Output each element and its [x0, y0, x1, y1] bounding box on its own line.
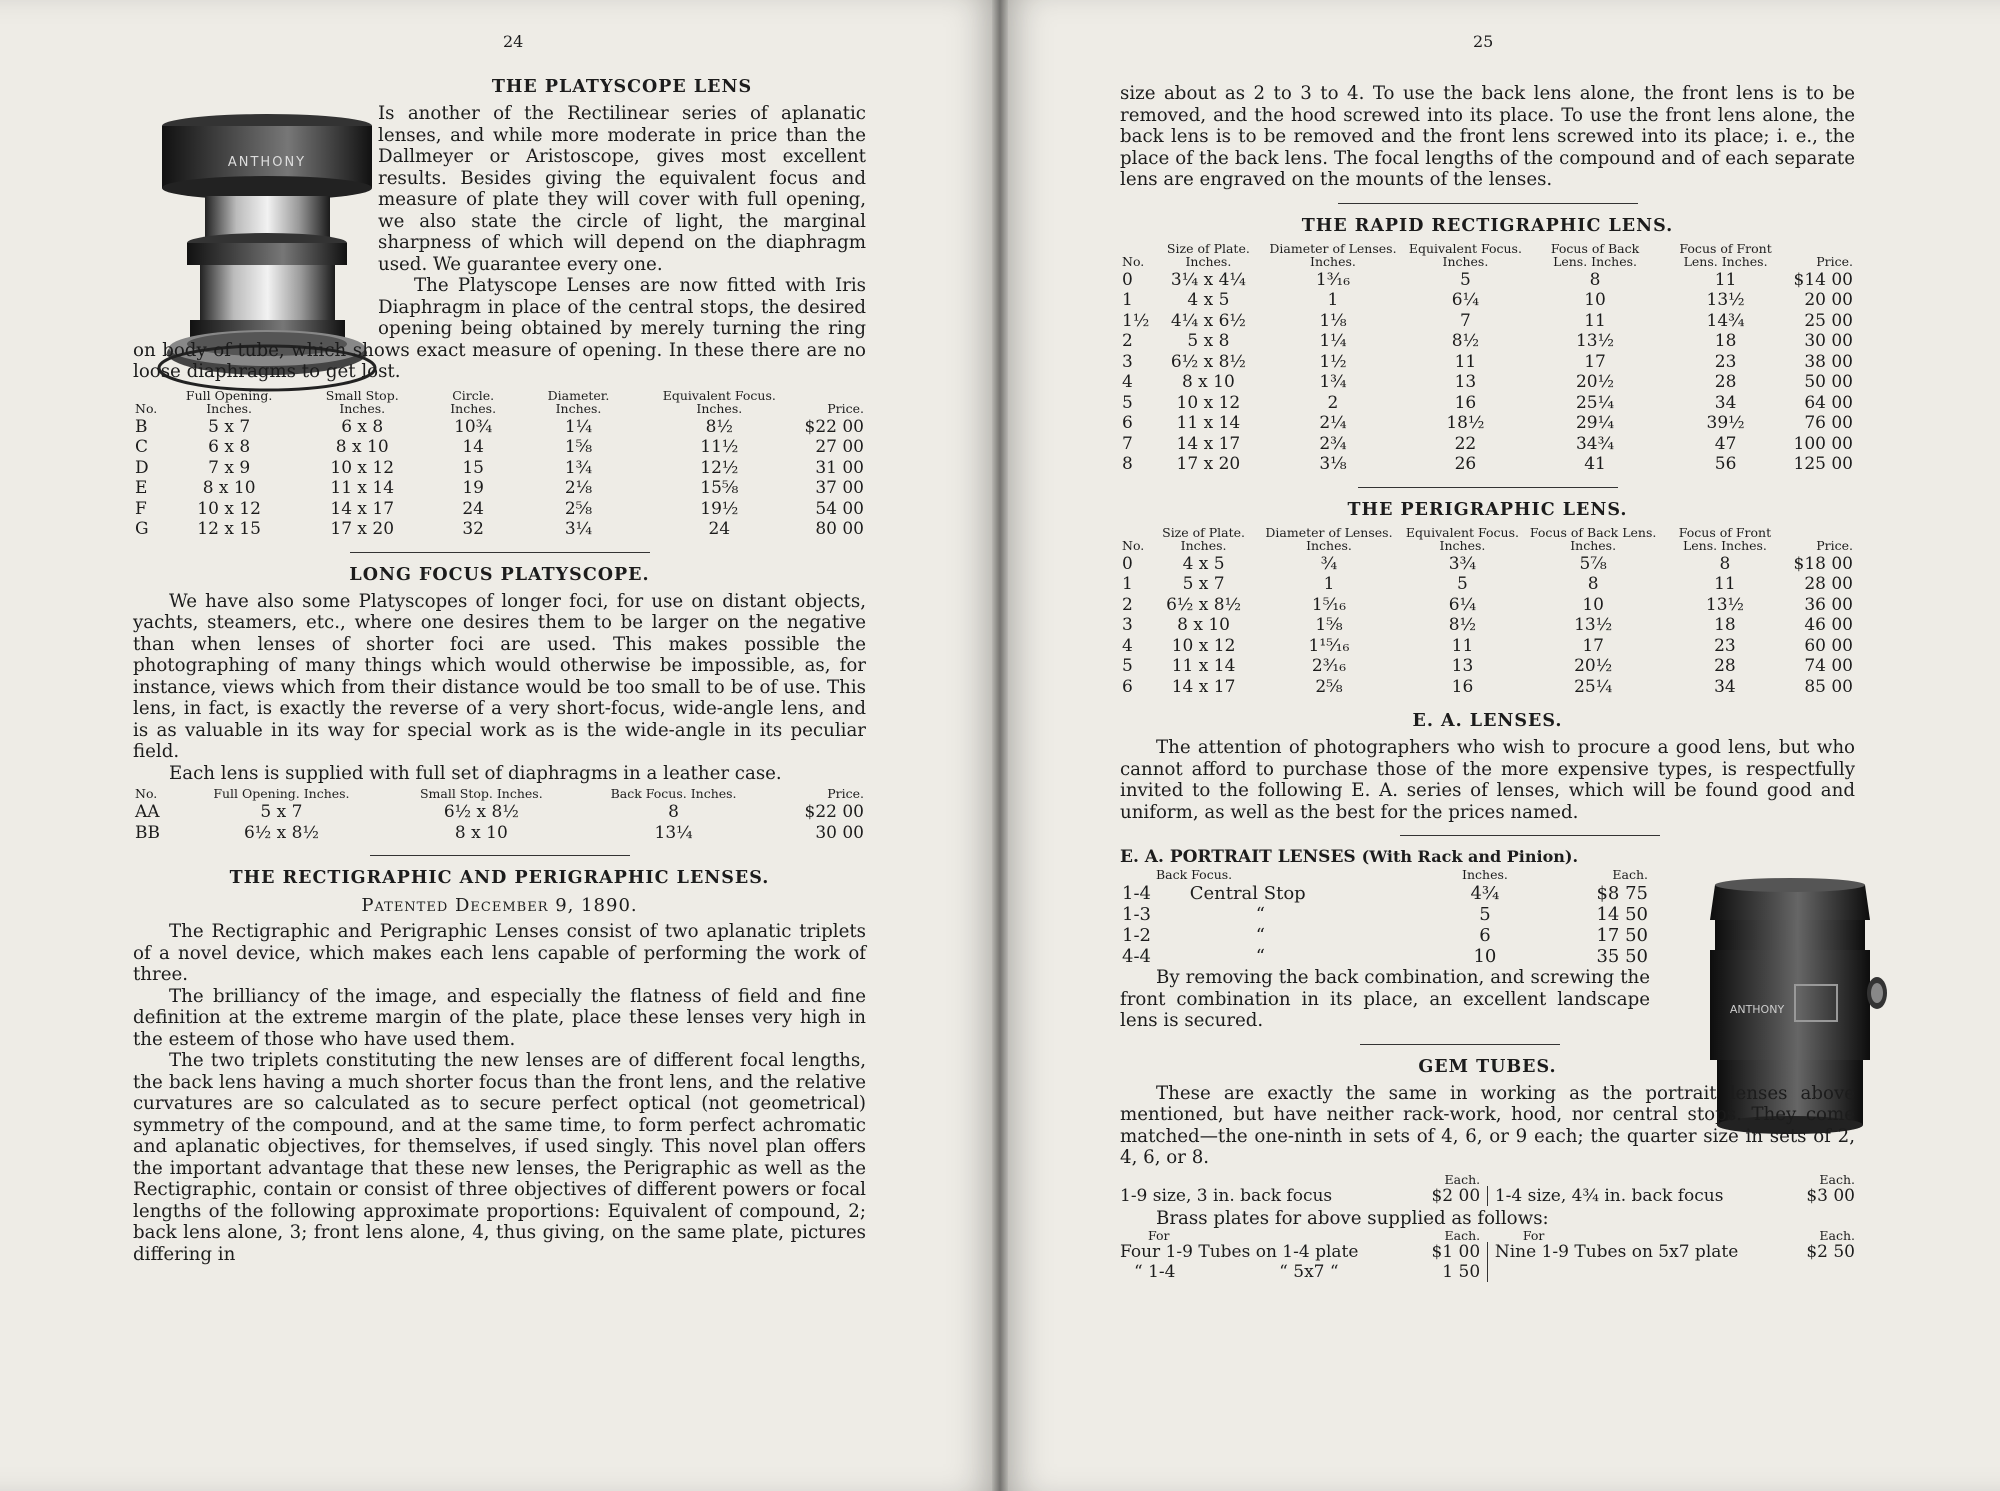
table-header-row: No. Size of Plate. Inches. Diameter of Lenses. Inches. Equivalent Focus. Inches. Focus of Back Lens. Inches. Focus of Front Lens. Inches. Price.	[1122, 240, 1853, 269]
long-focus-para-1: We have also some Platyscopes of longer foci, for use on distant objects, yachts, steamers, etc., where one desires them to be larger on the negative than when lenses of shorter foci are used. This makes possible the photographing of many things which would otherwise be impossible, as, for instance, views which from their distance would be too small to be of use. This lens, in fact, is exactly the reverse of a very short-focus, wide-angle lens, and is as valuable in its way for special work as is the wide-angle in its peculiar field.	[133, 590, 866, 762]
table-row: 2 6½ x 8½ 1⁵⁄₁₆ 6¼ 10 13½ 36 00	[1122, 594, 1853, 615]
table-header-row: No. Size of Plate. Inches. Diameter of Lenses. Inches. Equivalent Focus. Inches. Focus of Back Lens. Inches. Focus of Front Lens. Inches. Price.	[1122, 524, 1853, 553]
table-row: 0 3¼ x 4¼ 1³⁄₁₆ 5 8 11 $14 00	[1122, 269, 1853, 290]
table-row: 1 5 x 7 1 5 8 11 28 00	[1122, 574, 1853, 594]
table-row: 0 4 x 5 ¾ 3¾ 5⅞ 8 $18 00	[1122, 553, 1853, 574]
table-row: 1-3 “ 5 14 50	[1122, 904, 1648, 925]
table-header-row: No. Full Opening. Inches. Small Stop. Inches. Circle. Inches. Diameter. Inches. Equivalent Focus. Inches. Price.	[135, 387, 864, 416]
table-row: 4 10 x 12 1¹⁵⁄₁₆ 11 17 23 60 00	[1122, 635, 1853, 656]
ea-portrait-subtitle: (With Rack and Pinion).	[1361, 847, 1579, 866]
table-row: B 5 x 7 6 x 8 10¾ 1¼ 8½ $22 00	[135, 416, 864, 437]
gem-tubes-title: GEM TUBES.	[1418, 1056, 1557, 1077]
long-focus-title: LONG FOCUS PLATYSCOPE.	[349, 564, 650, 585]
table-row: BB 6½ x 8½ 8 x 10 13¼ 30 00	[135, 822, 864, 843]
platyscope-para-1: Is another of the Rectilinear series of aplanatic lenses, and while more moderate in price than the Dallmeyer or Aristoscope, gives most excellent results. Besides giving the equivalent focus and measure of plate they will cover with full opening, we also state the circle of light, the marginal sharpness of which will depend on the diaphragm used. We guarantee every one.	[378, 103, 866, 275]
ea-lenses-title: E. A. LENSES.	[1412, 711, 1563, 731]
book-gutter	[992, 0, 1008, 1491]
divider	[370, 855, 630, 856]
table-row: 4 8 x 10 1¾ 13 20½ 28 50 00	[1122, 372, 1853, 392]
table-row: 4-4 “ 10 35 50	[1122, 946, 1648, 967]
table-row: G 12 x 15 17 x 20 32 3¼ 24 80 00	[135, 519, 864, 539]
divider	[350, 552, 650, 553]
left-content	[133, 75, 866, 1265]
long-focus-para-2: Each lens is supplied with full set of diaphragms in a leather case.	[169, 762, 782, 784]
divider	[1360, 1044, 1560, 1045]
perigraphic-table	[1120, 526, 1855, 698]
page-number-right: 25	[1473, 32, 1494, 51]
table-row: 3 8 x 10 1⅝ 8½ 13½ 18 46 00	[1122, 615, 1853, 635]
table-row: 3 6½ x 8½ 1½ 11 17 23 38 00	[1122, 351, 1853, 372]
rectigraphic-para-3: The two triplets constituting the new lenses are of different focal lengths, the back lens having a much shorter focus than the front lens, and the relative curvatures are so calculated as to secure perfect optical (not geometrical) symmetry of the compound, and at the same time, to form perfect achromatic and aplanatic objectives, for themselves, if used singly. This novel plan offers the important advantage that these new lenses, the Perigraphic as well as the Rectigraphic, contain or consist of three objectives of different powers or focal lengths of the following approximate proportions: Equivalent of compound, 2; back lens alone, 3; front lens alone, 4, thus giving, on the same plate, pictures differing in	[133, 1050, 866, 1265]
ea-portrait-section	[1120, 846, 1650, 1032]
continued-text: size about as 2 to 3 to 4. To use the back lens alone, the front lens is to be removed, and the hood screwed into its place. To use the front lens alone, the back lens is to be removed and the front lens screwed into its place; i. e., the place of the back lens. The focal lengths of the compound and of each separate lens are engraved on the mounts of the lenses.	[1120, 83, 1855, 190]
ea-portrait-para: By removing the back combination, and screwing the front combination in its place, an excellent landscape lens is secured.	[1120, 967, 1650, 1031]
patent-line: Patented December 9, 1890.	[361, 895, 638, 916]
ea-lenses-para: The attention of photographers who wish to procure a good lens, but who cannot afford to purchase those of the more expensive types, is respectfully invited to the following E. A. series of lenses, which will be found good and uniform, as well as the best for the prices named.	[1120, 737, 1855, 823]
right-page	[1000, 0, 2000, 1491]
right-content: size about as 2 to 3 to 4. To use the back lens alone, the front lens is to be removed, and the hood screwed into its place. To use the front lens alone, the back lens is to be removed and the front lens screwed into its place; i. e., the place of the back lens. The focal lengths of the compound and of each separate lens are engraved on the mounts of the lenses. THE RAPID RECTIGRAPHIC LENS. No. Size of Plate. Inches. Diameter of Lenses. Inches. Equivalent Focus. Inches. Focus of Back Lens. Inches. Focus of Front Lens. Inches. Price. 0 3¼ x 4¼ 1³⁄₁₆ 5 8 11 $14 00 1 4 x 5 1 6¼ 10 13½ 20 00 1½ 4¼ x 6½ 1⅛ 7 11 14¾ 25 00 2 5 x 8 1¼ 8½ 13½ 18 30 00 3 6½ x 8½ 1½ 11 17 23 38 00 4 8 x 10 1¾ 13 20½ 28 50 00 5 10 x 12 2 16 25¼ 34 64 00 6 11 x 14 2¼ 18½ 29¼ 39½ 76 00 7 14 x 17 2¾ 22 34¾ 47 100 00 8 17 x 20 3⅛ 26 41 56 125 00 THE PERIGRAPHIC LENS. No. Size of Plate. Inches. Diameter of Lenses. Inches. Equivalent Focus. Inches. Focus of Back Lens. Inches. Focus of Front Lens. Inches. Price. 0 4 x 5 ¾ 3¾ 5⅞ 8 $18 00 1 5 x 7 1 5 8 11 28 00 2 6½ x 8½ 1⁵⁄₁₆ 6¼ 10 13½ 36 00 3 8 x 10 1⅝ 8½ 13½ 18 46 00 4 10 x 12 1¹⁵⁄₁₆ 11 17 23 60 00 5 11 x 14 2³⁄₁₆ 13 20½ 28 74 00 6 14 x 17 2⅝ 16 25¼ 34 85 00 E. A. LENSES. The attention of photographers who wish to procure a good lens, but who cannot afford to purchase those of the more expensive types, is respectfully invited to the following E. A. series of lenses, which will be found good and uniform, as well as the best for the prices named. E. A. PORTRAIT LENSES (With Rack and Pinion). Back Focus. Inches. Each. 1-4 Central Stop 4¾ $8 75 1-3 “ 5 14 50 1-2 “ 6 17 50 4-4 “ 10 35 50 By removing the back combination, and screwing the front combination in its place, an excellent landscape lens is secured. GEM TUBES. These are exactly the same in working as the portrait lenses above mentioned, but have neither rack-work, hood, nor central stops. They come matched—the one-ninth in sets of 4, 6, or 9 each; the quarter size in sets of 2, 4, 6, or 8. Each. Each. 1-9 size, 3 in. back focus $2 00 1-4 size, 4¾ in. back focus $3 00 Brass plates for above supplied as follows: For Each. For Each. Four 1-9 Tubes on 1-4 plate $1 00 “ 1-4 “ 5x7 “ 1 50 Nine 1-9 Tubes on 5x7 plate $2 50	[1120, 83, 1855, 1282]
table-row: AA 5 x 7 6½ x 8½ 8 $22 00	[135, 802, 864, 822]
rapid-rectigraphic-table	[1120, 242, 1855, 475]
table-row: C 6 x 8 8 x 10 14 1⅝ 11½ 27 00	[135, 437, 864, 457]
divider	[1338, 203, 1638, 204]
long-focus-table	[133, 787, 866, 843]
table-row: 1 4 x 5 1 6¼ 10 13½ 20 00	[1122, 290, 1853, 310]
divider	[1358, 487, 1618, 488]
table-row: D 7 x 9 10 x 12 15 1¾ 12½ 31 00	[135, 457, 864, 478]
table-row: 1-4 Central Stop 4¾ $8 75	[1122, 883, 1648, 904]
rapid-rectigraphic-title: THE RAPID RECTIGRAPHIC LENS.	[1301, 215, 1674, 236]
table-row: 5 11 x 14 2³⁄₁₆ 13 20½ 28 74 00	[1122, 656, 1853, 676]
table-row: 1-2 “ 6 17 50	[1122, 925, 1648, 946]
ea-portrait-title: E. A. PORTRAIT LENSES	[1120, 847, 1356, 867]
table-row: 2 5 x 8 1¼ 8½ 13½ 18 30 00	[1122, 331, 1853, 351]
svg-text:ANTHONY: ANTHONY	[227, 155, 307, 170]
table-header-row: Back Focus. Inches. Each.	[1156, 867, 1648, 882]
table-row: 6 11 x 14 2¼ 18½ 29¼ 39½ 76 00	[1122, 413, 1853, 433]
page-number-left: 24	[503, 32, 524, 51]
divider	[1400, 835, 1660, 836]
platyscope-para-2: The Platyscope Lenses are now fitted with Iris Diaphragm in place of the central stops, the desired opening being obtained by merely turning the ring on body of tube, which shows exact measure of opening. In these there are no loose diaphragms to get lost.	[133, 275, 866, 382]
perigraphic-title: THE PERIGRAPHIC LENS.	[1347, 499, 1628, 520]
svg-text:ANTHONY: ANTHONY	[1729, 1003, 1785, 1016]
table-row: F 10 x 12 14 x 17 24 2⅝ 19½ 54 00	[135, 498, 864, 519]
rectigraphic-para-1: The Rectigraphic and Perigraphic Lenses consist of two aplanatic triplets of a novel device, which makes each lens capable of performing the work of three.	[133, 921, 866, 985]
table-row: 8 17 x 20 3⅛ 26 41 56 125 00	[1122, 454, 1853, 474]
table-row: 7 14 x 17 2¾ 22 34¾ 47 100 00	[1122, 433, 1853, 454]
brass-plates-prices: Four 1-9 Tubes on 1-4 plate $1 00 “ 1-4 “ 5x7 “ 1 50 Nine 1-9 Tubes on 5x7 plate $2 50	[1120, 1242, 1855, 1282]
gem-size-prices: 1-9 size, 3 in. back focus $2 00 1-4 size, 4¾ in. back focus $3 00	[1120, 1185, 1855, 1206]
rectigraphic-title: THE RECTIGRAPHIC AND PERIGRAPHIC LENSES.	[229, 868, 770, 888]
platyscope-table	[133, 389, 866, 540]
platyscope-title: THE PLATYSCOPE LENS	[491, 77, 753, 97]
ea-portrait-table	[1120, 868, 1650, 967]
gem-tubes-para: These are exactly the same in working as the portrait lenses above mentioned, but have neither rack-work, hood, nor central stops. They come matched—the one-ninth in sets of 4, 6, or 9 each; the quarter size in sets of 2, 4, 6, or 8.	[1120, 1082, 1855, 1168]
table-header-row: No. Full Opening. Inches. Small Stop. Inches. Back Focus. Inches. Price.	[135, 786, 864, 801]
table-row: 5 10 x 12 2 16 25¼ 34 64 00	[1122, 392, 1853, 413]
table-row: 1½ 4¼ x 6½ 1⅛ 7 11 14¾ 25 00	[1122, 310, 1853, 331]
table-row: 6 14 x 17 2⅝ 16 25¼ 34 85 00	[1122, 676, 1853, 697]
brass-plates-label: Brass plates for above supplied as follows:	[1156, 1207, 1549, 1229]
table-row: E 8 x 10 11 x 14 19 2⅛ 15⅝ 37 00	[135, 478, 864, 498]
rectigraphic-para-2: The brilliancy of the image, and especially the flatness of field and fine definition at the extreme margin of the plate, place these lenses very high in the esteem of those who have used them.	[133, 985, 866, 1050]
